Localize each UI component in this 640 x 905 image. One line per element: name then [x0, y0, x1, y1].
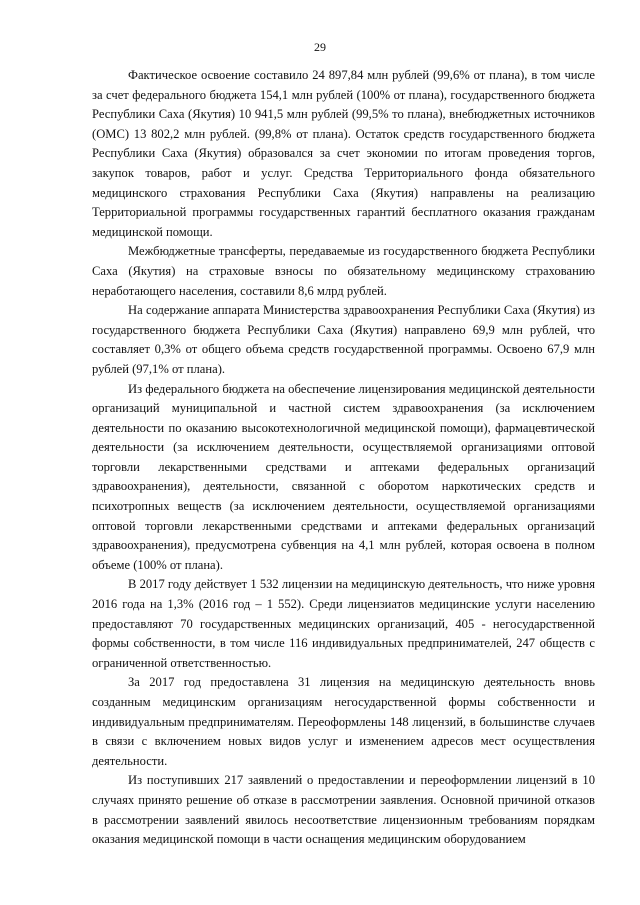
paragraph-ministry-apparatus: На содержание аппарата Министерства здравоохранения Республики Саха (Якутия) из государственного бюджета Республики Саха (Якутия) направлено 69,9 млн рублей, что составляет 0,3% от общего объема средств государственной программы. Освоено 67,9 млн рублей (97,1% от плана).	[92, 303, 595, 376]
paragraph-applications: Из поступивших 217 заявлений о предоставлении и переоформлении лицензий в 10 случаях принято решение об отказе в рассмотрении заявления. Основной причиной отказов в рассмотрении заявлений явилось несоответствие лицензионным требованиям порядкам оказания медицинской помощи в части оснащения медицинским оборудованием	[92, 773, 595, 847]
paragraph-interbudget-transfers: Межбюджетные трансферты, передаваемые из государственного бюджета Республики Саха (Якутия) на страховые взносы по обязательному медицинскому страхованию неработающего населения, составили 8,6 млрд рублей.	[92, 244, 595, 298]
paragraph-licensing-subvention: Из федерального бюджета на обеспечение лицензирования медицинской деятельности организаций муниципальной и частной систем здравоохранения (за исключением деятельности по оказанию высокотехнологичной медицинской помощи), фармацевтической деятельности (за исключением деятельности, осуществляемой организациями оптовой торговли лекарственными средствами и аптеками федеральных организаций здравоохранения), деятельности, связанной с оборотом наркотических средств и психотропных веществ (за исключением деятельности, осуществляемой организациями оптовой торговли лекарственными средствами и аптеками федеральных организаций здравоохранения), предусмотрена субвенция на 4,1 млн рублей, которая освоена в полном объеме (100% от плана).	[92, 381, 595, 572]
page-number: 29	[314, 40, 326, 54]
paragraph-actual-spending: Фактическое освоение составило 24 897,84 млн рублей (99,6% от плана), в том числе за счет федерального бюджета 154,1 млн рублей (100% от плана), государственного бюджета Республики Саха (Якутия) 10 941,5 млн рублей (99,5% то плана), внебюджетных источников (ОМС) 13 802,2 млн рублей. (99,8% от плана). Остаток средств государственного бюджета Республики Саха (Якутия) образовался за счет экономии по итогам проведения торгов, закупок товаров, работ и услуг. Средства Территориального фонда обязательного медицинского страхования Республики Саха (Якутия) направлены на реализацию Территориальной программы государственных гарантий бесплатного оказания гражданам медицинской помощи.	[92, 68, 595, 239]
page-body	[92, 66, 595, 850]
paragraph-licenses-2017: В 2017 году действует 1 532 лицензии на медицинскую деятельность, что ниже уровня 2016 года на 1,3% (2016 год – 1 552). Среди лицензиатов медицинские услуги населению предоставляют 70 государственных медицинских организаций, 405 - негосударственной формы собственности, в том числе 116 индивидуальных предпринимателей, 247 обществ с ограниченной ответственностью.	[92, 577, 595, 670]
paragraph-licenses-granted: За 2017 год предоставлена 31 лицензия на медицинскую деятельность вновь созданным медицинским организациям негосударственной формы собственности и индивидуальным предпринимателям. Переоформлены 148 лицензий, в большинстве случаев в связи с включением новых видов услуг и изменением адресов мест осуществления деятельности.	[92, 675, 595, 768]
